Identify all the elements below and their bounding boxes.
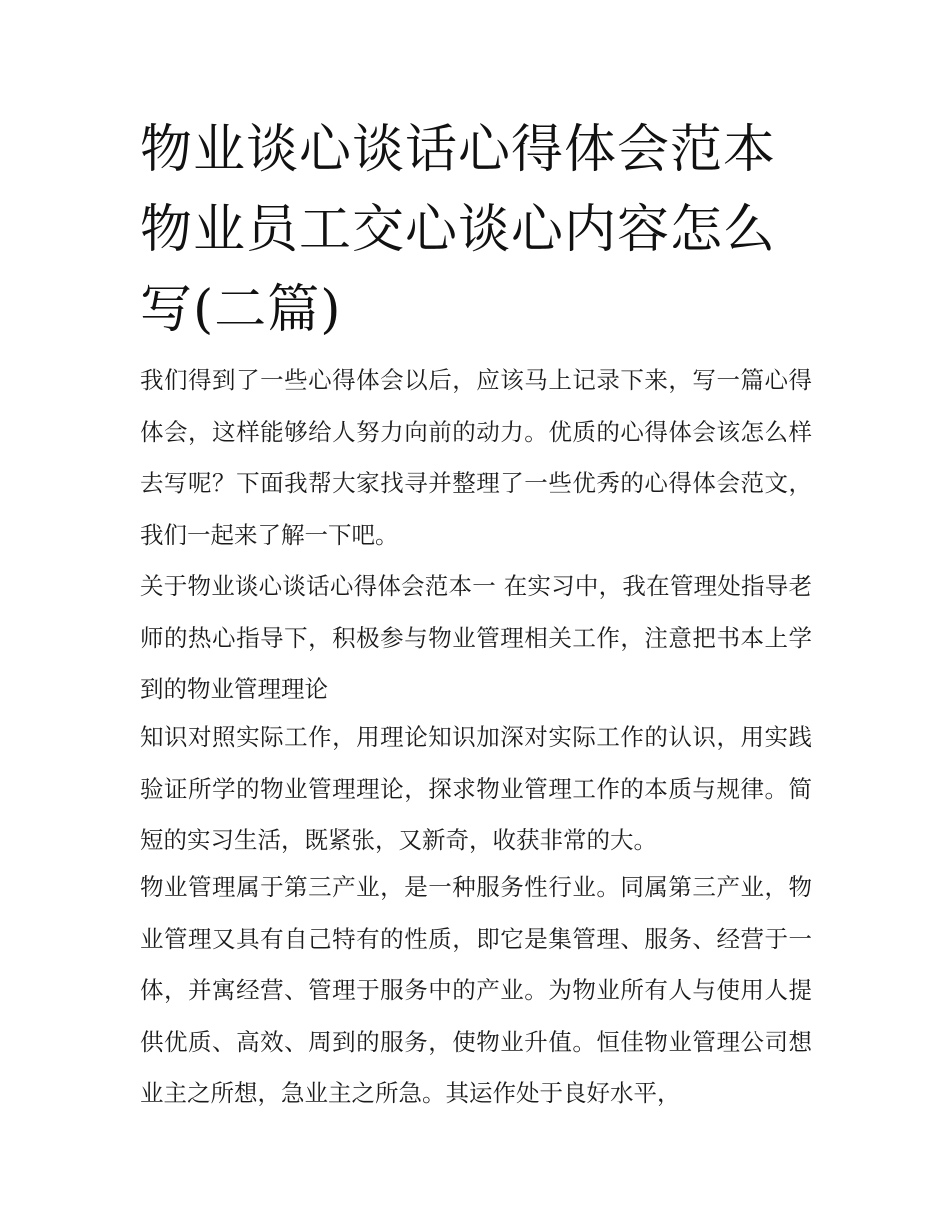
document-title: 物业谈心谈话心得体会范本 物业员工交心谈心内容怎么写(二篇) — [140, 120, 777, 340]
body-paragraph-2: 知识对照实际工作，用理论知识加深对实际工作的认识，用实践验证所学的物业管理理论，探求物业管理工作的本质与规律。简短的实习生活，既紧张，又新奇，收获非常的大。 — [140, 723, 812, 854]
body-paragraph-3: 物业管理属于第三产业，是一种服务性行业。同属第三产业，物业管理又具有自己特有的性质，即它是集管理、服务、经营于一体，并寓经营、管理于服务中的产业。为物业所有人与使用人提供优质、高效、周到的服务，使物业升值。恒佳物业管理公司想业主之所想，急业主之所急。其运作处于良好水平， — [140, 873, 812, 1107]
body-paragraph-1: 关于物业谈心谈话心得体会范本一 在实习中，我在管理处指导老师的热心指导下，积极参与物业管理相关工作，注意把书本上学到的物业管理理论 — [140, 572, 812, 703]
intro-paragraph: 我们得到了一些心得体会以后，应该马上记录下来，写一篇心得体会，这样能够给人努力向前的动力。优质的心得体会该怎么样去写呢？下面我帮大家找寻并整理了一些优秀的心得体会范文，我们一起来了解一下吧。 — [140, 366, 812, 549]
